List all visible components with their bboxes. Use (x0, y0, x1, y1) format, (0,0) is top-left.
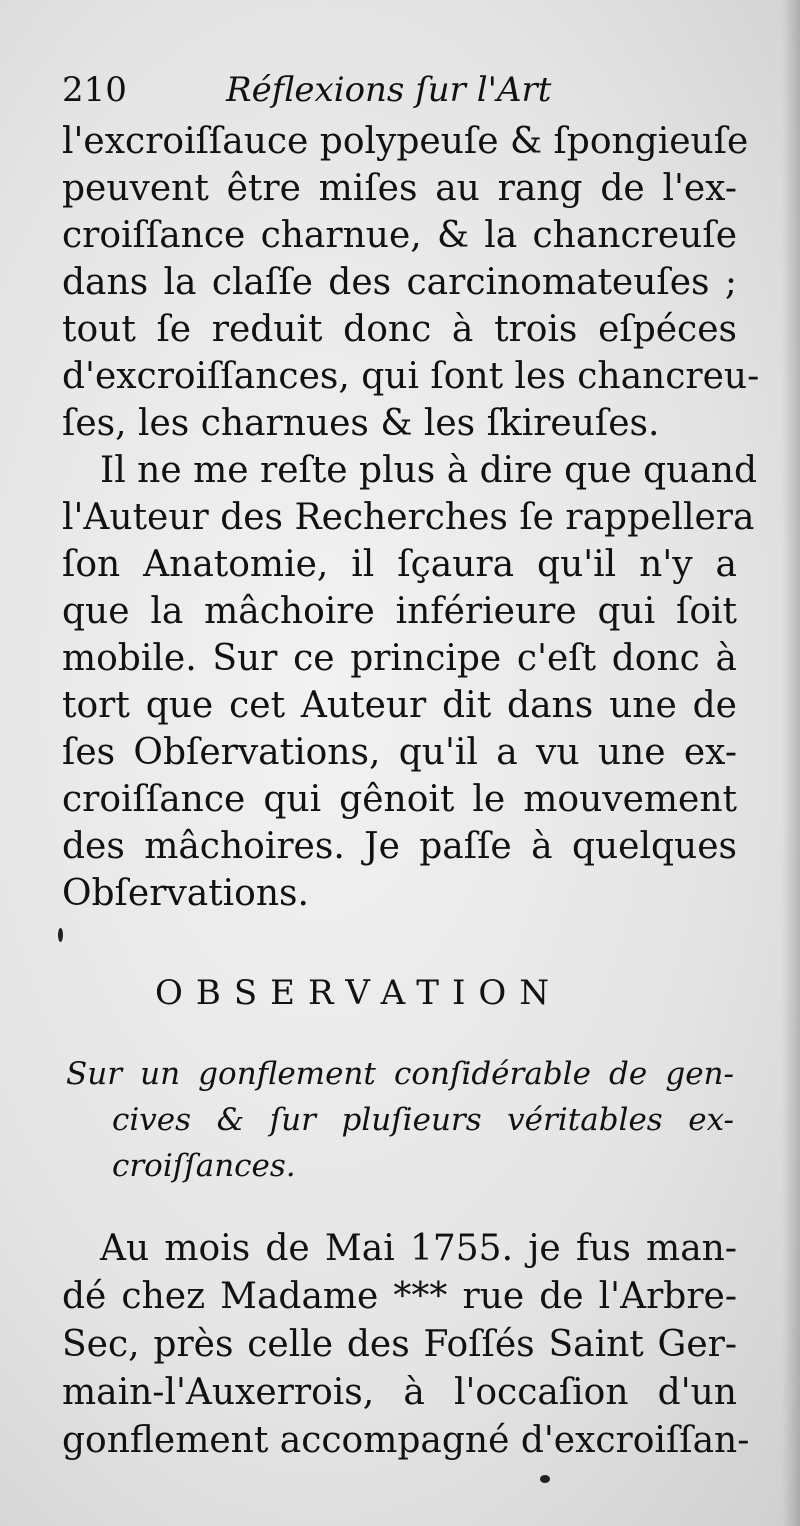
body-line: croiſſance qui gênoit le mouvement (62, 779, 737, 820)
body-line: l'Auteur des Recherches ſe rappellera (62, 497, 755, 538)
running-title: Réflexions ſur l'Art (226, 70, 552, 110)
observation-heading: OBSERVATION (155, 973, 563, 1013)
body-line: ſes Obſervations, qu'il a vu une ex- (62, 732, 737, 773)
body-line: peuvent être miſes au rang de l'ex- (62, 168, 737, 209)
body-line: ſon Anatomie, il ſçaura qu'il n'y a (62, 544, 737, 585)
observation-subtitle-line: Sur un gonflement conſidérable de gen- (66, 1056, 734, 1092)
paragraph-first-line: Il ne me reſte plus à dire que quand (100, 450, 758, 491)
body-line: que la mâchoire inférieure qui ſoit (62, 591, 737, 632)
body-line: d'excroiſſances, qui ſont les chancreu- (62, 356, 760, 397)
observation-subtitle-line: croiſſances. (112, 1148, 296, 1184)
body-line: gonflement accompagné d'excroiſſan- (62, 1420, 750, 1461)
ink-speck (540, 1475, 550, 1483)
paragraph-first-line: Au mois de Mai 1755. je fus man- (100, 1228, 737, 1269)
running-head (62, 62, 622, 118)
body-line: tout ſe reduit donc à trois eſpéces (62, 309, 737, 350)
body-line: dé chez Madame *** rue de l'Arbre- (62, 1276, 737, 1317)
body-line: Obſervations. (62, 873, 309, 914)
body-line: mobile. Sur ce principe c'eſt donc à (62, 638, 737, 679)
body-line: main-l'Auxerrois, à l'occaſion d'un (62, 1372, 737, 1413)
body-line: l'excroiſſauce polypeuſe & ſpongieuſe (62, 121, 749, 162)
body-line: croiſſance charnue, & la chancreuſe (62, 215, 737, 256)
page-edge-shadow (782, 0, 800, 1526)
body-line: Sec, près celle des Foſſés Saint Ger- (62, 1324, 737, 1365)
body-line: ſes, les charnues & les ſkireuſes. (62, 403, 660, 444)
ink-speck (58, 928, 63, 942)
body-line: des mâchoires. Je paſſe à quelques (62, 826, 737, 867)
body-line: dans la claſſe des carcinomateuſes ; (62, 262, 737, 303)
observation-subtitle-line: cives & ſur pluſieurs véritables ex- (112, 1102, 734, 1138)
page-number: 210 (62, 70, 127, 110)
body-line: tort que cet Auteur dit dans une de (62, 685, 737, 726)
